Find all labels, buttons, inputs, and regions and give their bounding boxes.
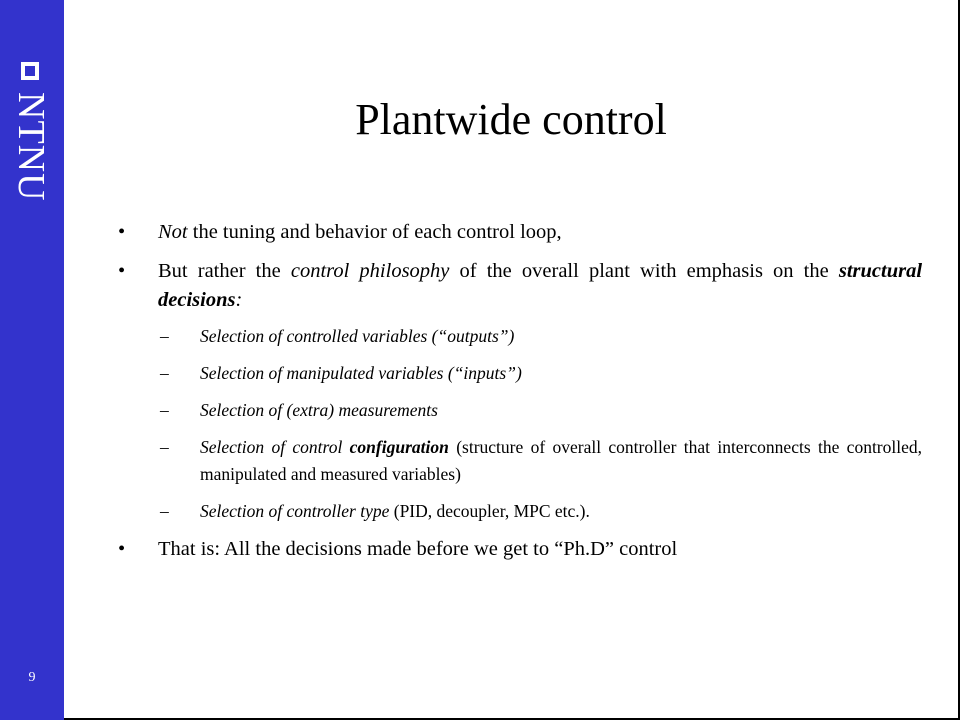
bullet-text: the tuning and behavior of each control loop, (187, 221, 562, 243)
sub-item-text: Selection of control (200, 437, 350, 457)
sub-item (160, 498, 922, 525)
page-number: 9 (28, 670, 36, 685)
bullet-item (118, 218, 922, 247)
sub-item (160, 397, 922, 424)
bullet-item (118, 535, 922, 564)
sub-item-text: Selection of controlled variables (“outputs”) (200, 326, 515, 346)
logo-text: NTNU (10, 92, 52, 202)
sub-item-text: Selection of manipulated variables (“inputs”) (200, 363, 522, 383)
dash-icon: – (160, 400, 169, 420)
sub-item (160, 323, 922, 350)
sub-list (118, 323, 922, 525)
sub-item-text: Selection of controller type (200, 501, 390, 521)
dash-icon: – (160, 326, 169, 346)
sidebar (0, 0, 64, 720)
dash-icon: – (160, 437, 169, 457)
bullet-item (118, 257, 922, 315)
slide-content (118, 218, 922, 574)
bullet-text: But rather the (158, 260, 291, 282)
sub-item-text: (PID, decoupler, MPC etc.). (389, 501, 590, 521)
sub-item-text: (structure of overall controller that interconnects the controlled, manipulated and measured variables) (200, 437, 922, 484)
sub-item (160, 434, 922, 488)
dash-icon: – (160, 363, 169, 383)
bullet-text: That is: All the decisions made before we get to “Ph.D” control (158, 538, 678, 560)
sub-item-text: Selection of (extra) measurements (200, 400, 438, 420)
bullet-text-bold-emphasis: structural decisions (158, 260, 923, 311)
bullet-text-emphasis: Not (158, 221, 188, 243)
dash-icon: – (160, 501, 169, 521)
bullet-icon: • (118, 221, 126, 243)
bullet-icon: • (118, 538, 126, 560)
sub-item (160, 360, 922, 387)
bullet-text-emphasis: : (235, 289, 243, 311)
ntnu-logo-icon (20, 61, 40, 81)
sub-item-bold-emphasis: configuration (349, 437, 449, 457)
bullet-text: of the overall plant with emphasis on the (449, 260, 839, 282)
bullet-text-emphasis: control philosophy (290, 260, 450, 282)
bullet-icon: • (118, 260, 126, 282)
slide-title: Plantwide control (355, 95, 667, 144)
